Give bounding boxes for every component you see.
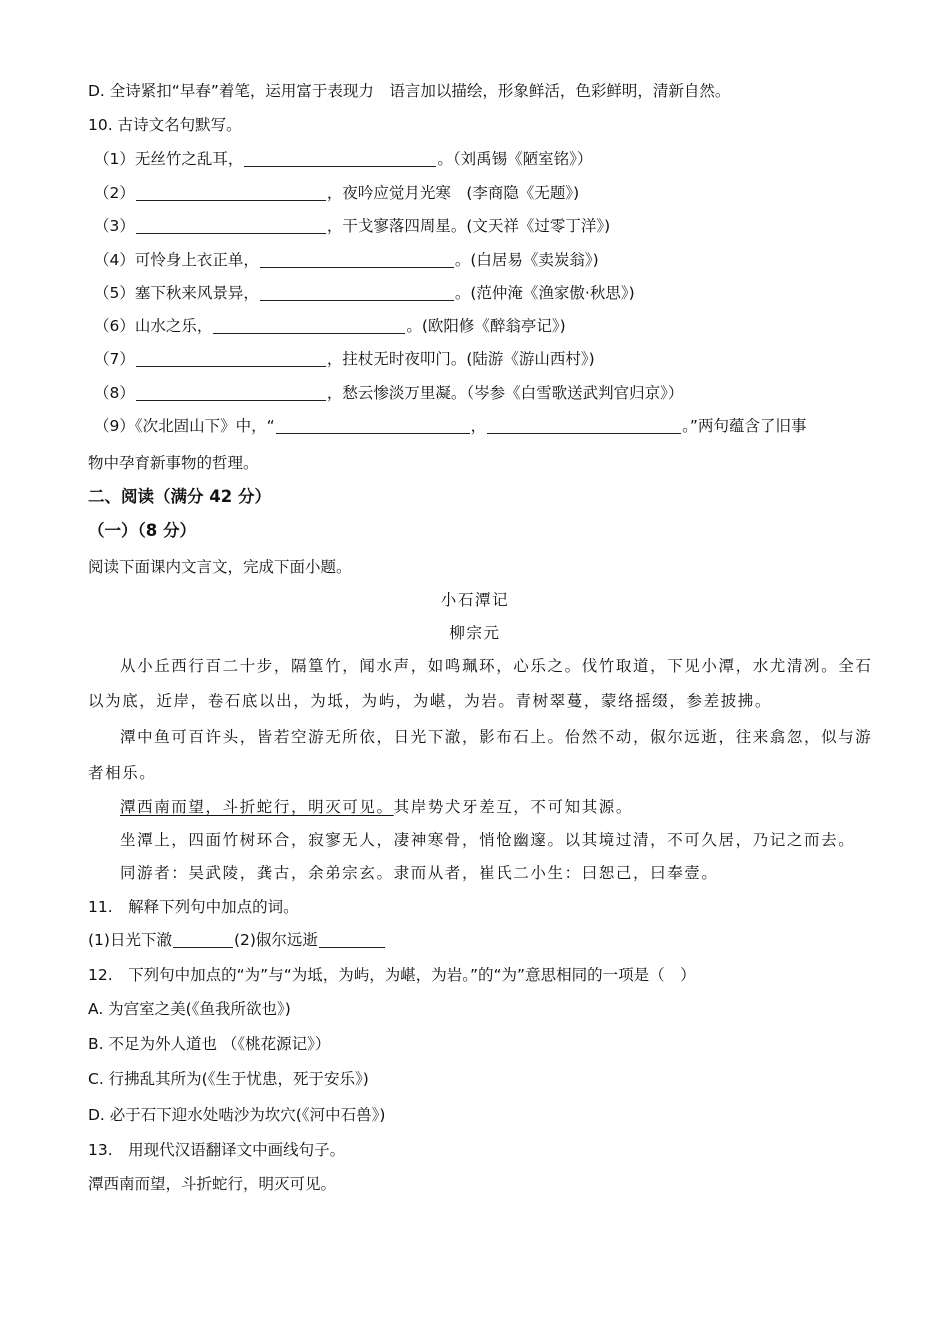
q10-item-2-source: ，夜吟应觉月光寒 (李商隐《无题》) bbox=[326, 184, 580, 202]
underlined-sentence: 潭西南而望，斗折蛇行，明灭可见。 bbox=[120, 798, 394, 816]
q9-option-d: D. 全诗紧扣“早春”着笔，运用富于表现力 语言加以描绘，形象鲜活，色彩鲜明，清新自然。 bbox=[88, 82, 731, 100]
q12-option-b[interactable]: B. 不足为外人道也 （《桃花源记》） bbox=[88, 1035, 331, 1053]
q13-title: 13. 用现代汉语翻译文中画线句子。 bbox=[88, 1141, 346, 1159]
q10-item-4-source: 。(白居易《卖炭翁》) bbox=[454, 251, 599, 269]
answer-blank[interactable] bbox=[173, 931, 233, 948]
q10-item-7-source: ，拄杖无时夜叩门。(陆游《游山西村》) bbox=[326, 350, 595, 368]
q10-item-5-prompt: （5）塞下秋来风景异， bbox=[94, 284, 259, 302]
q12-title: 12. 下列句中加点的“为”与“为坻，为屿，为嵁，为岩。”的“为”意思相同的一项是（ ） bbox=[88, 966, 696, 984]
q10-item-9-continued: 物中孕育新事物的哲理。 bbox=[88, 454, 259, 472]
paragraph-3-rest: 其岸势犬牙差互，不可知其源。 bbox=[393, 798, 634, 816]
reading-instruction: 阅读下面课内文言文，完成下面小题。 bbox=[88, 558, 352, 576]
q10-item-7-prompt: （7） bbox=[94, 350, 135, 368]
q10-item-6 bbox=[94, 315, 566, 337]
q10-item-2-prompt: （2） bbox=[94, 184, 135, 202]
answer-blank[interactable] bbox=[487, 417, 681, 434]
passage-paragraph-1: 从小丘西行百二十步，隔篁竹，闻水声，如鸣珮环，心乐之。伐竹取道，下见小潭，水尤清冽。全石 bbox=[120, 657, 873, 675]
q10-item-5-source: 。(范仲淹《渔家傲·秋思》) bbox=[454, 284, 635, 302]
passage-paragraph-5: 同游者：吴武陵，龚古，余弟宗玄。隶而从者，崔氏二小生：曰恕己，曰奉壹。 bbox=[120, 864, 719, 882]
q10-item-6-source: 。(欧阳修《醉翁亭记》) bbox=[406, 317, 566, 335]
answer-blank[interactable] bbox=[136, 350, 326, 367]
q10-item-4 bbox=[94, 249, 599, 271]
q10-item-1-prompt: （1）无丝竹之乱耳， bbox=[94, 150, 244, 168]
q10-item-4-prompt: （4）可怜身上衣正单， bbox=[94, 251, 259, 269]
q10-item-8-prompt: （8） bbox=[94, 384, 135, 402]
q10-item-3 bbox=[94, 215, 610, 237]
q10-item-1-source: 。（刘禹锡《陋室铭》） bbox=[437, 150, 593, 168]
q11-parts bbox=[88, 929, 386, 951]
q10-item-3-source: ，干戈寥落四周星。(文天祥《过零丁洋》) bbox=[326, 217, 611, 235]
passage-paragraph-3 bbox=[120, 796, 633, 818]
answer-blank[interactable] bbox=[244, 150, 436, 167]
q10-item-9-comma: ， bbox=[470, 417, 487, 435]
subsection-heading: （一）（8 分） bbox=[88, 521, 196, 540]
q10-item-9 bbox=[94, 415, 806, 437]
passage-paragraph-2: 潭中鱼可百许头，皆若空游无所依，日光下澈，影布石上。佁然不动，俶尔远逝，往来翕忽，似与游 bbox=[120, 728, 873, 746]
answer-blank[interactable] bbox=[136, 217, 326, 234]
q11-title: 11. 解释下列句中加点的词。 bbox=[88, 898, 299, 916]
passage-title: 小石潭记 bbox=[440, 591, 510, 609]
q12-option-a[interactable]: A. 为宫室之美(《鱼我所欲也》) bbox=[88, 1000, 291, 1018]
passage-author: 柳宗元 bbox=[449, 624, 501, 642]
answer-blank[interactable] bbox=[276, 417, 470, 434]
q10-item-9-prompt: （9）《次北固山下》中，“ bbox=[94, 417, 275, 435]
q10-item-6-prompt: （6）山水之乐， bbox=[94, 317, 213, 335]
q10-item-2 bbox=[94, 182, 579, 204]
answer-blank[interactable] bbox=[260, 284, 454, 301]
passage-paragraph-2-cont: 者相乐。 bbox=[88, 764, 157, 782]
q10-item-9-tail: 。”两句蕴含了旧事 bbox=[682, 417, 807, 435]
q10-title: 10. 古诗文名句默写。 bbox=[88, 116, 242, 134]
answer-blank[interactable] bbox=[136, 184, 326, 201]
passage-paragraph-1-cont: 以为底，近岸，卷石底以出，为坻，为屿，为嵁，为岩。青树翠蔓，蒙络摇缀，参差披拂。 bbox=[88, 692, 773, 710]
q10-item-3-prompt: （3） bbox=[94, 217, 135, 235]
passage-paragraph-4: 坐潭上，四面竹树环合，寂寥无人，凄神寒骨，悄怆幽邃。以其境过清，不可久居，乃记之而去。 bbox=[120, 831, 856, 849]
q13-sentence: 潭西南而望，斗折蛇行，明灭可见。 bbox=[88, 1175, 337, 1193]
answer-blank[interactable] bbox=[260, 251, 454, 268]
answer-blank[interactable] bbox=[213, 317, 405, 334]
q10-item-8-source: ，愁云惨淡万里凝。（岑参《白雪歌送武判官归京》） bbox=[326, 384, 684, 402]
q12-option-c[interactable]: C. 行拂乱其所为(《生于忧患，死于安乐》) bbox=[88, 1070, 369, 1088]
q11-part-1: (1)日光下澈 bbox=[88, 931, 172, 949]
q10-item-8 bbox=[94, 382, 683, 404]
q10-item-1 bbox=[94, 148, 592, 170]
q10-item-5 bbox=[94, 282, 635, 304]
q12-option-d[interactable]: D. 必于石下迎水处啮沙为坎穴(《河中石兽》) bbox=[88, 1106, 386, 1124]
q11-part-2: (2)俶尔远逝 bbox=[233, 931, 318, 949]
answer-blank[interactable] bbox=[136, 384, 326, 401]
answer-blank[interactable] bbox=[319, 931, 385, 948]
q10-item-7 bbox=[94, 348, 595, 370]
section-heading: 二、阅读（满分 42 分） bbox=[88, 487, 271, 506]
